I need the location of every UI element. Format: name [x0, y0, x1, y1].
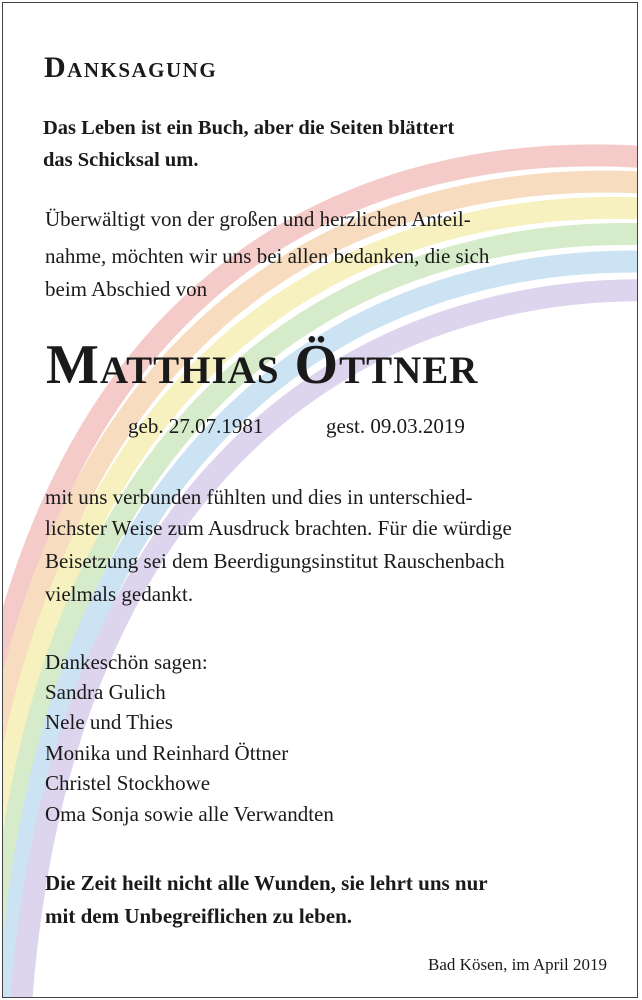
motto-line-1: Das Leben ist ein Buch, aber die Seiten blättert	[43, 117, 455, 139]
thanks-name-4: Christel Stockhowe	[45, 771, 211, 795]
thanks-name-1: Sandra Gulich	[45, 680, 166, 704]
motto-line-2: das Schicksal um.	[43, 149, 199, 171]
deceased-name: Matthias Öttner	[46, 334, 479, 396]
body-line-3: Beisetzung sei dem Beerdigungsinstitut Rauschenbach	[45, 549, 505, 573]
intro-line-1: Überwältigt von der großen und herzlichen Anteil-	[45, 207, 471, 231]
closing-line-2: mit dem Unbegreiflichen zu leben.	[45, 904, 353, 928]
closing-line-1: Die Zeit heilt nicht alle Wunden, sie lehrt uns nur	[45, 871, 488, 895]
thanks-name-2: Nele und Thies	[45, 710, 173, 734]
birth-date: geb. 27.07.1981	[128, 414, 264, 438]
heading: Danksagung	[44, 51, 218, 84]
thanks-intro: Dankeschön sagen:	[45, 650, 208, 674]
death-date: gest. 09.03.2019	[326, 414, 465, 438]
intro-line-2: nahme, möchten wir uns bei allen bedanken, die sich	[45, 244, 490, 268]
thanks-name-3: Monika und Reinhard Öttner	[45, 741, 289, 765]
body-line-1: mit uns verbunden fühlten und dies in unterschied-	[45, 485, 473, 509]
obituary-notice	[2, 2, 638, 998]
body-line-4: vielmals gedankt.	[45, 582, 194, 606]
intro-line-3: beim Abschied von	[45, 277, 208, 301]
place-and-date: Bad Kösen, im April 2019	[428, 955, 607, 974]
thanks-name-5: Oma Sonja sowie alle Verwandten	[45, 802, 334, 826]
body-line-2: lichster Weise zum Ausdruck brachten. Für die würdige	[45, 516, 512, 540]
